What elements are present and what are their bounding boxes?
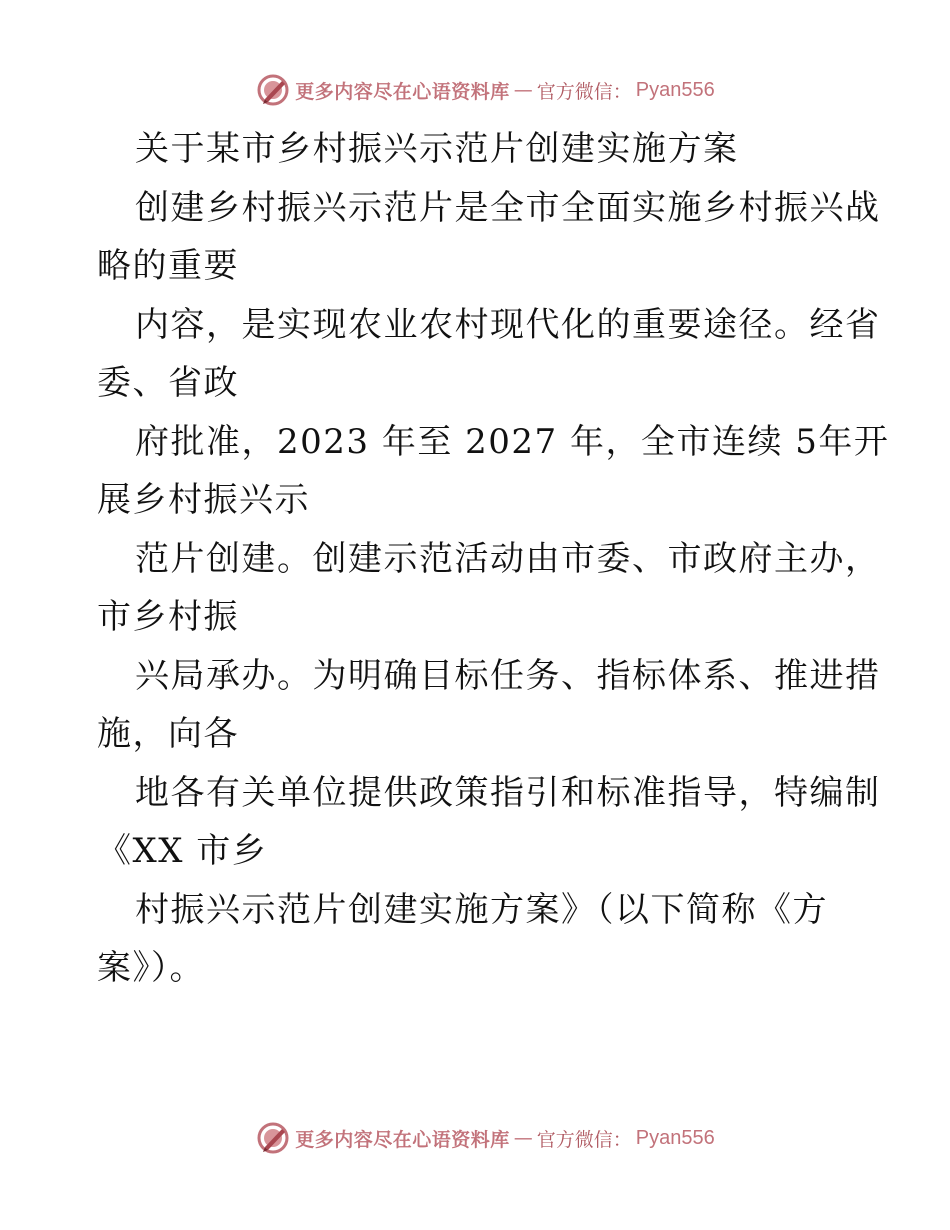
paragraph-line: 施，向各 xyxy=(97,714,239,754)
paragraph-line: 地各有关单位提供政策指引和标准指导，特编制 xyxy=(135,772,881,813)
watermark-banner-bottom xyxy=(0,1118,950,1158)
paragraph-line: 委、省政 xyxy=(97,363,239,403)
paragraph-line: 内容，是实现农业农村现代化的重要途径。经省 xyxy=(135,304,881,345)
watermark-label: 官方微信： xyxy=(536,80,632,103)
paragraph-line: 展乡村振兴示 xyxy=(97,480,310,520)
paragraph-line: 范片创建。创建示范活动由市委、市政府主办， xyxy=(135,538,881,579)
watermark-banner-top xyxy=(0,70,950,110)
paragraph-line: 村振兴示范片创建实施方案》（以下简称《方 xyxy=(135,889,828,930)
pen-seal-icon xyxy=(255,1120,291,1156)
document-body xyxy=(97,120,890,998)
watermark-dash: — xyxy=(513,1127,533,1149)
paragraph-line: 略的重要 xyxy=(97,246,239,286)
watermark-wechat-id: Pyan556 xyxy=(635,1126,715,1149)
watermark-dash: — xyxy=(513,79,533,101)
paragraph-line: 创建乡村振兴示范片是全市全面实施乡村振兴战 xyxy=(135,187,881,228)
paragraph-line: 府批准，2023 年至 2027 年，全市连续 5年开 xyxy=(135,421,890,462)
watermark-label: 官方微信： xyxy=(536,1128,632,1151)
watermark-text: 更多内容尽在心语资料库 xyxy=(295,80,510,103)
paragraph-line: 《XX 市乡 xyxy=(97,831,268,871)
pen-seal-icon xyxy=(255,72,291,108)
watermark-text: 更多内容尽在心语资料库 xyxy=(295,1128,510,1151)
watermark-content xyxy=(255,1120,715,1156)
watermark-content xyxy=(255,72,715,108)
watermark-wechat-id: Pyan556 xyxy=(635,78,715,101)
document-title: 关于某市乡村振兴示范片创建实施方案 xyxy=(135,129,739,169)
paragraph-line: 兴局承办。为明确目标任务、指标体系、推进措 xyxy=(135,655,881,696)
paragraph-line: 案》）。 xyxy=(97,948,205,988)
paragraph-line: 市乡村振 xyxy=(97,597,239,637)
